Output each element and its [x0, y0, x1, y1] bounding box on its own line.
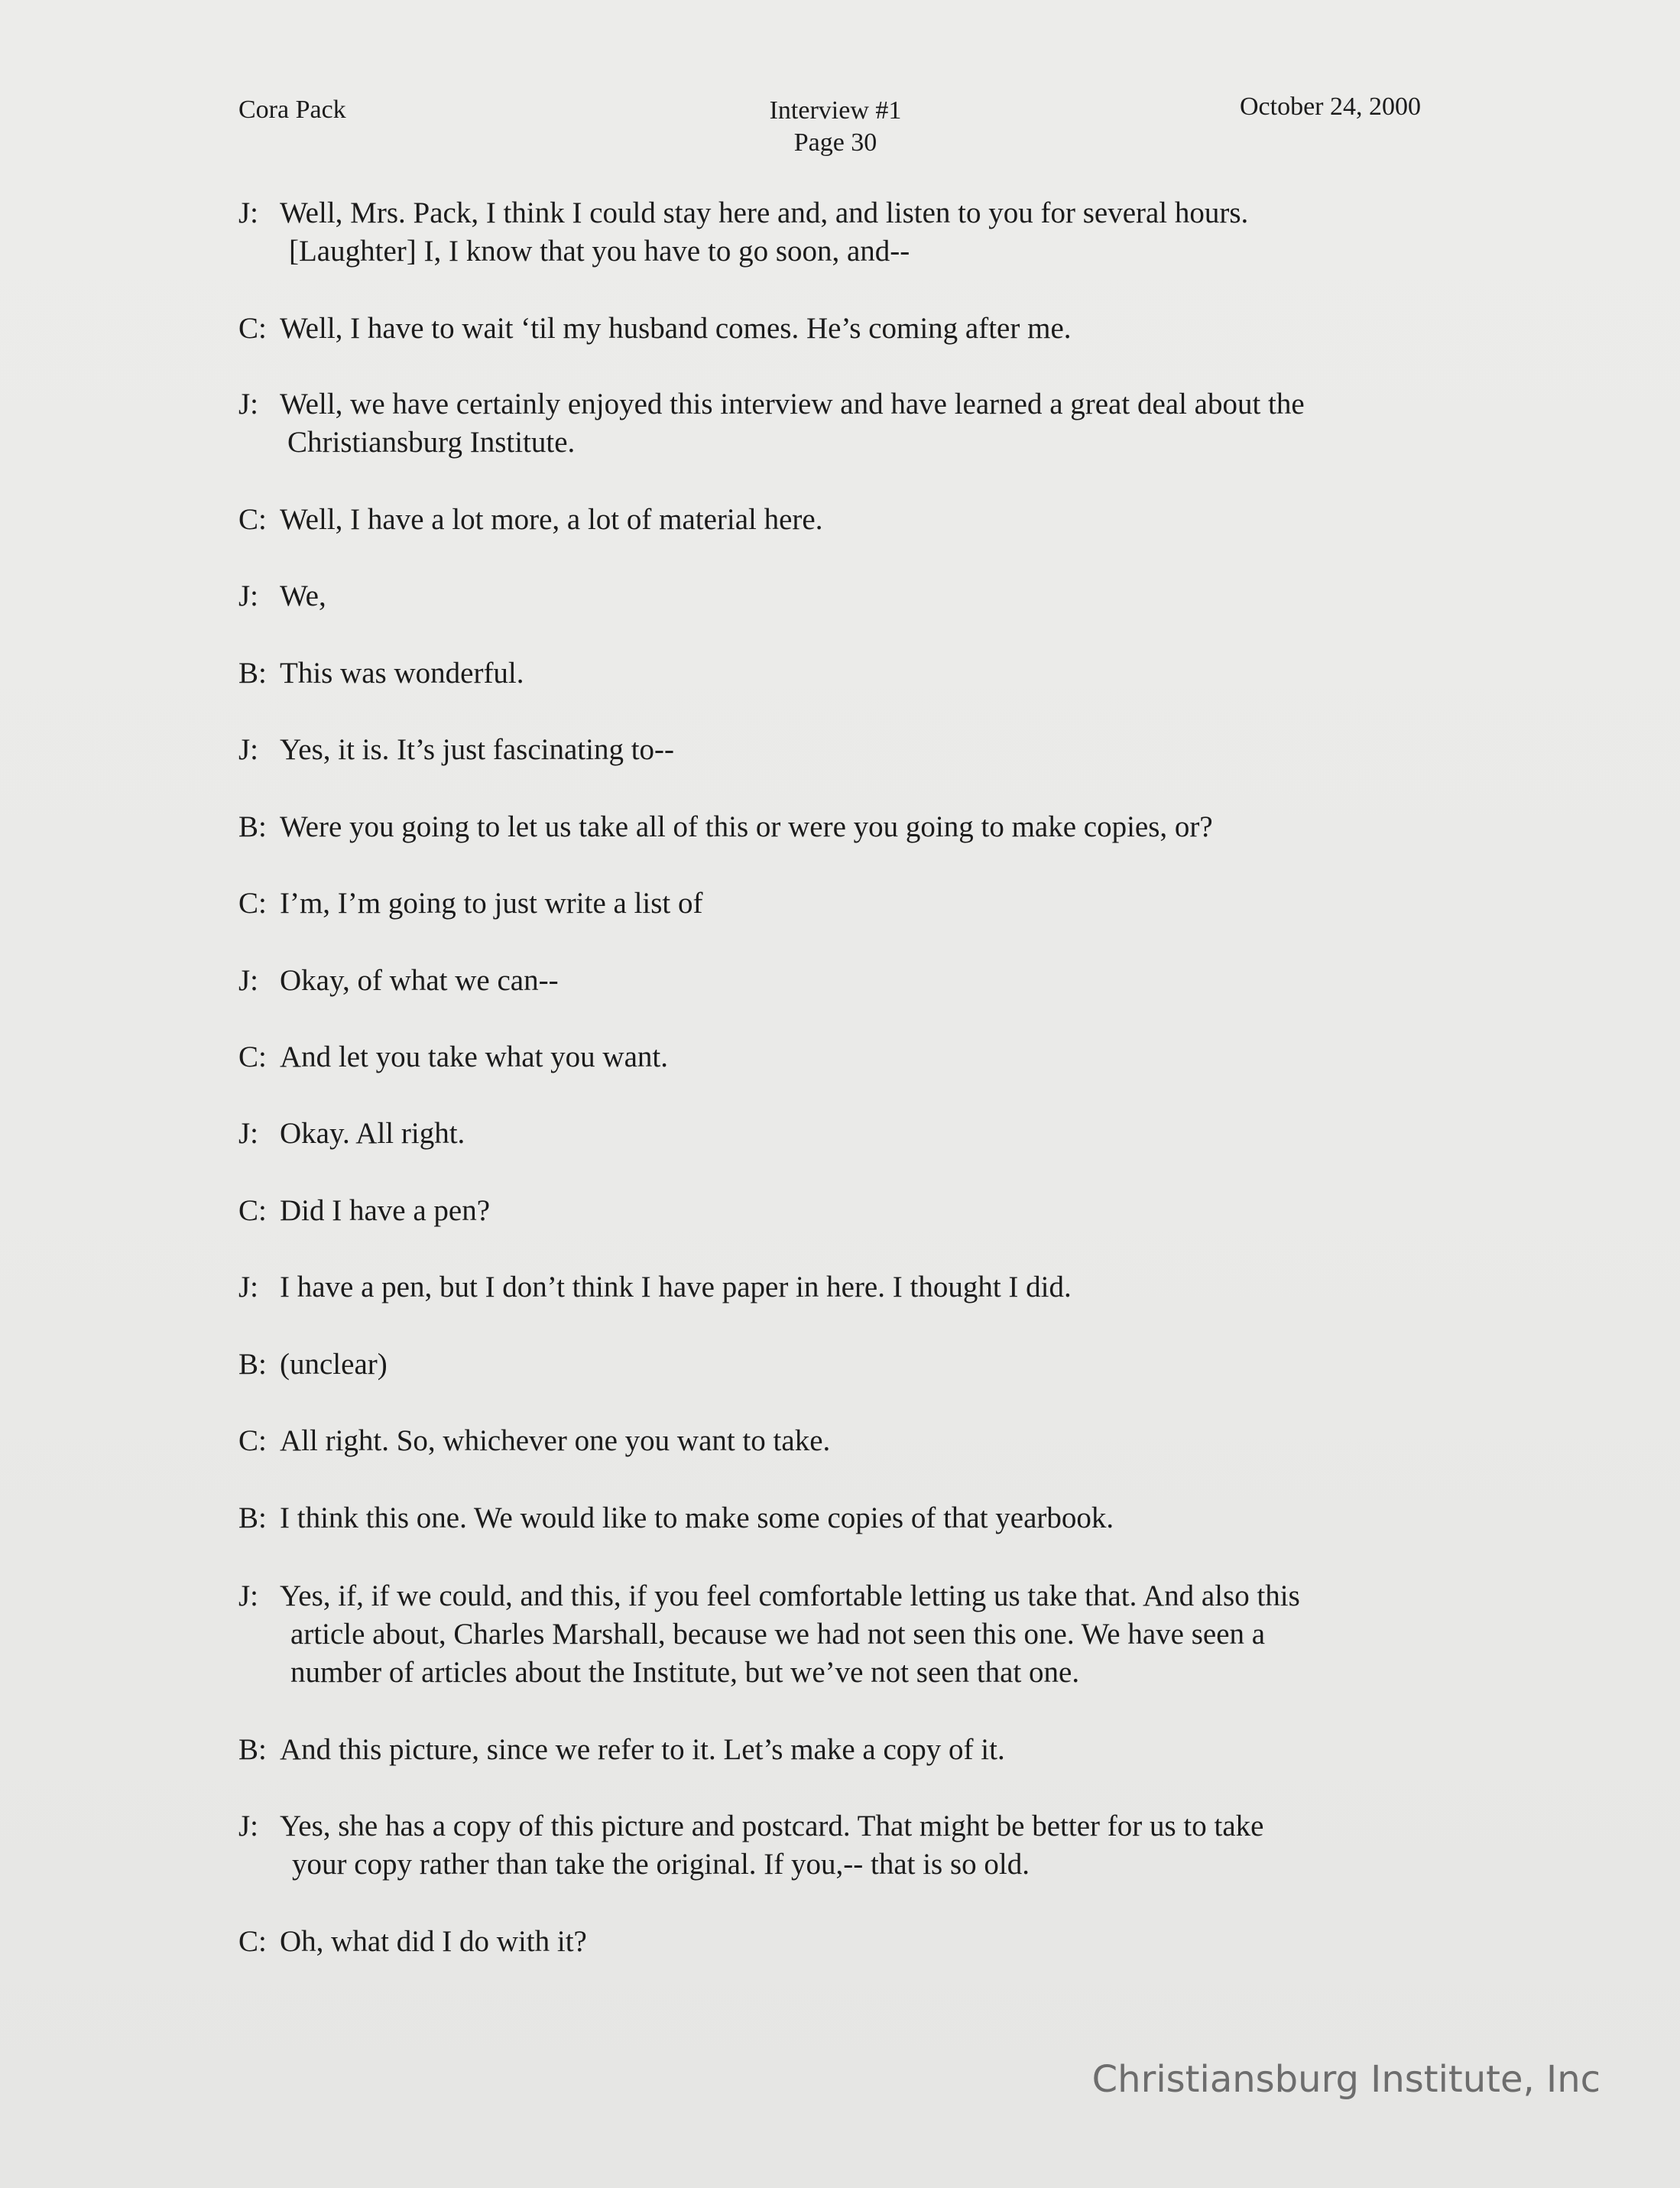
speaker-label: B: [238, 1733, 267, 1766]
speaker-label: J: [238, 1579, 259, 1612]
speaker-label: C: [238, 1040, 267, 1073]
entry-continuation: your copy rather than take the original. If you,-- that is so old. [292, 1848, 1030, 1881]
transcript-entry [238, 731, 674, 769]
entry-text: And let you take what you want. [280, 1040, 668, 1073]
header-interviewee: Cora Pack [238, 96, 346, 124]
transcript-entry [238, 1346, 388, 1384]
transcript-entry [238, 1731, 1005, 1769]
speaker-label: C: [238, 1194, 267, 1227]
transcript-entry [238, 577, 326, 615]
transcript-entry [238, 962, 559, 1000]
entry-text: Well, Mrs. Pack, I think I could stay here and, and listen to you for several hours. [280, 196, 1249, 229]
speaker-label: J: [238, 388, 259, 420]
entry-text: I think this one. We would like to make some copies of that yearbook. [280, 1501, 1114, 1534]
speaker-label: J: [238, 733, 259, 766]
speaker-label: C: [238, 312, 267, 345]
entry-text: I have a pen, but I don’t think I have paper in here. I thought I did. [280, 1271, 1072, 1303]
speaker-label: J: [238, 964, 259, 997]
speaker-label: C: [238, 1424, 267, 1457]
watermark-text: Christiansburg Institute, Inc [1091, 2058, 1601, 2101]
entry-text: Did I have a pen? [280, 1194, 491, 1227]
speaker-label: B: [238, 657, 267, 690]
speaker-label: B: [238, 810, 267, 843]
entry-text: I’m, I’m going to just write a list of [280, 887, 703, 920]
header-interview-info [726, 95, 945, 159]
entry-text: Yes, she has a copy of this picture and postcard. That might be better for us to take [280, 1810, 1264, 1842]
speaker-label: J: [238, 1117, 259, 1150]
header-page-number: Page 30 [793, 128, 877, 157]
entry-text: And this picture, since we refer to it. Let’s make a copy of it. [280, 1733, 1005, 1766]
entry-text: Okay, of what we can-- [280, 964, 559, 997]
entry-text: Well, I have to wait ‘til my husband comes. He’s coming after me. [280, 312, 1072, 345]
speaker-label: J: [238, 1271, 259, 1303]
transcript-entry [238, 1923, 587, 1961]
entry-text: We, [280, 579, 326, 612]
header-interview-number: Interview #1 [769, 96, 902, 125]
entry-continuation: article about, Charles Marshall, because we had not seen this one. We have seen a [290, 1618, 1266, 1651]
speaker-label: C: [238, 887, 267, 920]
transcript-entry [238, 1038, 668, 1076]
transcript-entry [238, 385, 1305, 462]
speaker-label: B: [238, 1501, 267, 1534]
transcript-entry [238, 1577, 1300, 1692]
transcript-entry [238, 1192, 490, 1230]
entry-continuation: [Laughter] I, I know that you have to go soon, and-- [289, 235, 910, 268]
transcript-entry [238, 885, 703, 923]
speaker-label: J: [238, 196, 259, 229]
header-date: October 24, 2000 [1240, 93, 1422, 121]
entry-text: Well, I have a lot more, a lot of material here. [280, 503, 823, 536]
speaker-label: J: [238, 579, 259, 612]
transcript-entry [238, 1268, 1072, 1307]
entry-text: Yes, it is. It’s just fascinating to-- [280, 733, 675, 766]
transcript-entry [238, 1499, 1114, 1537]
transcript-entry [238, 654, 524, 693]
transcript-entry [238, 1807, 1263, 1884]
entry-text: Were you going to let us take all of this or were you going to make copies, or? [280, 810, 1213, 843]
transcript-entry [238, 1115, 465, 1153]
transcript-entry [238, 1422, 830, 1460]
entry-text: Well, we have certainly enjoyed this interview and have learned a great deal about the [280, 388, 1305, 420]
transcript-entry [238, 808, 1213, 846]
speaker-label: B: [238, 1348, 267, 1381]
entry-continuation: number of articles about the Institute, but we’ve not seen that one. [290, 1656, 1080, 1689]
entry-text: Oh, what did I do with it? [280, 1925, 587, 1958]
entry-text: Okay. All right. [280, 1117, 465, 1150]
speaker-label: C: [238, 503, 267, 536]
transcript-entry [238, 501, 822, 539]
transcript-entry [238, 310, 1072, 348]
entry-text: (unclear) [280, 1348, 388, 1381]
speaker-label: J: [238, 1810, 259, 1842]
entry-text: This was wonderful. [280, 657, 524, 690]
entry-text: Yes, if, if we could, and this, if you feel comfortable letting us take that. And also this [280, 1579, 1300, 1612]
entry-text: All right. So, whichever one you want to take. [280, 1424, 831, 1457]
speaker-label: C: [238, 1925, 267, 1958]
transcript-entry [238, 194, 1248, 271]
entry-continuation: Christiansburg Institute. [287, 426, 576, 459]
